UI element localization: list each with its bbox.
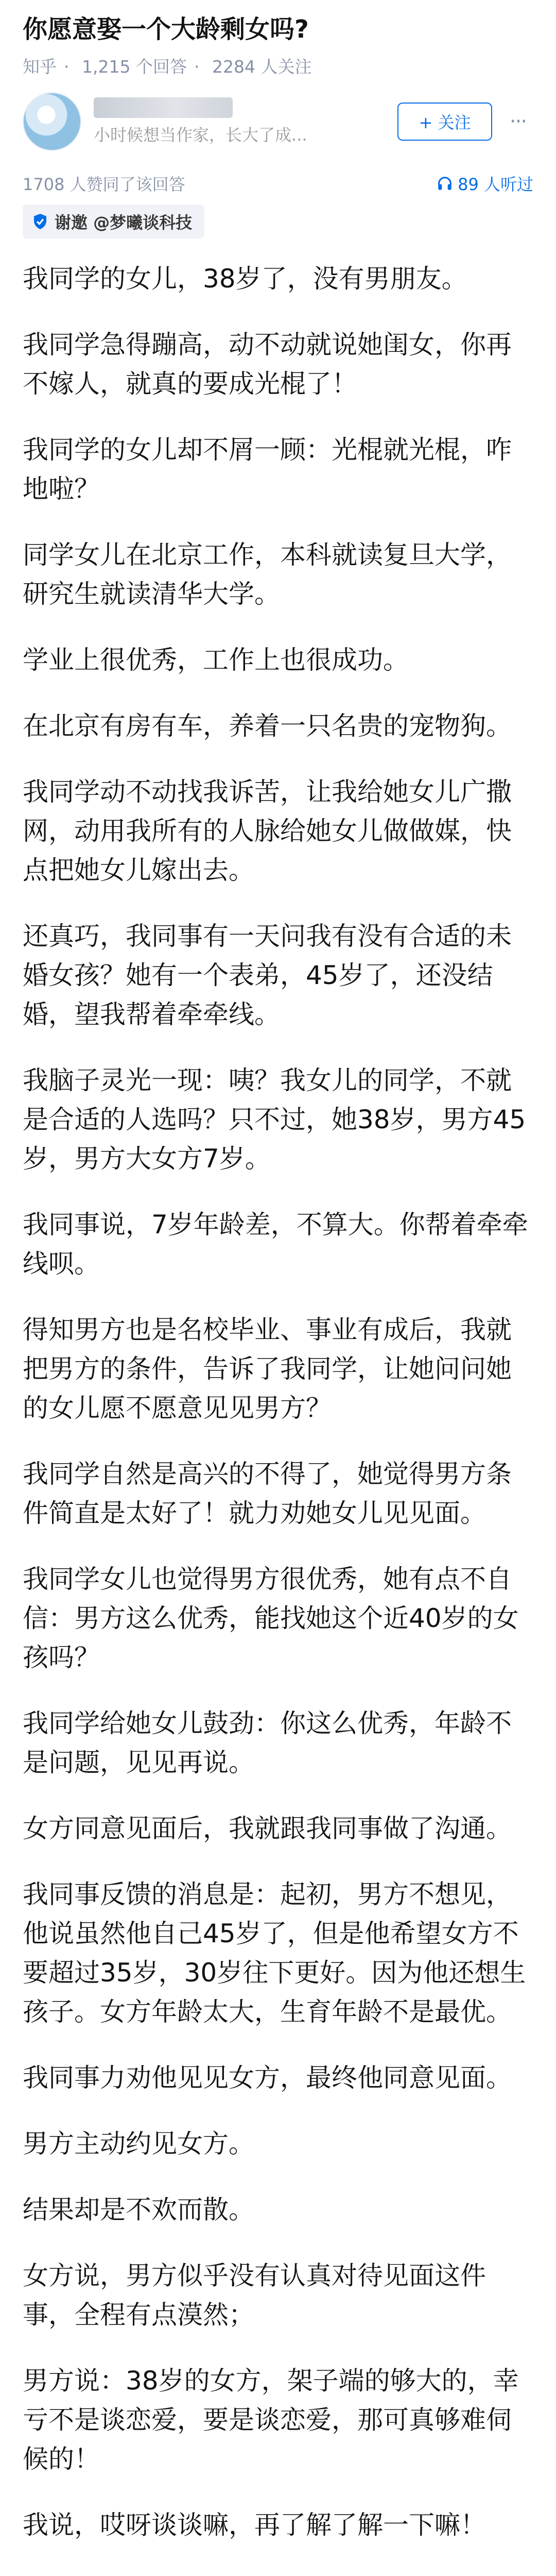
follower-count: 2284 人关注: [212, 57, 312, 77]
follow-button[interactable]: + 关注: [397, 103, 492, 141]
listener-count: 89 人听过: [458, 175, 533, 194]
answer-paragraph: 还真巧，我同事有一天问我有没有合适的未婚女孩？她有一个表弟，45岁了，还没结婚，望我帮着牵牵线。: [23, 921, 512, 1029]
answer-paragraph: 男方主动约见女方。: [23, 2129, 254, 2159]
answer-paragraph: 男方说：38岁的女方，架子端的够大的，幸亏不是谈恋爱，要是谈恋爱，那可真够难伺候的！: [23, 2366, 519, 2474]
question-title[interactable]: 你愿意娶一个大龄剩女吗?: [23, 15, 309, 44]
answer-paragraph: 女方同意见面后，我就跟我同事做了沟通。: [23, 1814, 512, 1843]
source-label: 知乎: [23, 57, 57, 77]
author-row: [0, 78, 556, 165]
answer-paragraph: 我同事说，7岁年龄差，不算大。你帮着牵牵线呗。: [23, 1210, 528, 1279]
author-name-blurred[interactable]: [94, 97, 233, 118]
invite-tag-wrap: [0, 201, 556, 239]
answer-content: [0, 239, 556, 2576]
answer-paragraph: 我同学动不动找我诉苦，让我给她女儿广撒网，动用我所有的人脉给她女儿做做媒，快点把她女儿嫁出去。: [23, 777, 512, 885]
listen-button[interactable]: [436, 172, 533, 195]
answer-paragraph: [23, 2571, 533, 2576]
answer-paragraph: 我同学女儿也觉得男方很优秀，她有点不自信：男方这么优秀，能找她这个近40岁的女孩吗？: [23, 1564, 519, 1672]
shield-icon: [31, 212, 49, 231]
answer-paragraph: 我同事力劝他见见女方，最终他同意见面。: [23, 2063, 512, 2093]
question-header: [0, 0, 556, 78]
answer-count[interactable]: 1,215 个回答: [82, 57, 187, 77]
approval-count: 1708 人赞同了该回答: [23, 175, 185, 194]
avatar[interactable]: [23, 92, 81, 151]
answer-paragraph: 同学女儿在北京工作，本科就读复旦大学，研究生就读清华大学。: [23, 540, 512, 609]
author-bio: 小时候想当作家，长大了成...: [94, 125, 307, 145]
answer-paragraph: 结果却是不欢而散。: [23, 2195, 254, 2225]
answer-paragraph: 我同学的女儿却不屑一顾：光棍就光棍，咋地啦？: [23, 435, 512, 504]
answer-paragraph: 我同学给她女儿鼓劲：你这么优秀，年龄不是问题，见见再说。: [23, 1708, 512, 1777]
answer-paragraph: 得知男方也是名校毕业、事业有成后，我就把男方的条件，告诉了我同学，让她问问她的女儿愿不愿意见见男方？: [23, 1315, 512, 1423]
answer-paragraph: 我同学自然是高兴的不得了，她觉得男方条件简直是太好了！就力劝她女儿见见面。: [23, 1459, 512, 1528]
author-info: [94, 97, 387, 146]
meta-dot: ·: [194, 57, 200, 77]
answer-paragraph: 我同学的女儿，38岁了，没有男朋友。: [23, 264, 467, 294]
headphones-icon: [436, 175, 454, 192]
more-options-icon[interactable]: ···: [509, 110, 527, 133]
answer-paragraph: 我同事反馈的消息是：起初，男方不想见，他说虽然他自己45岁了，但是他希望女方不要超过35岁，30岁往下更好。因为他还想生孩子。女方年龄太大，生育年龄不是最优。: [23, 1879, 526, 2027]
answer-paragraph: 学业上很优秀，工作上也很成功。: [23, 645, 409, 675]
invite-tag[interactable]: [23, 205, 204, 239]
answer-paragraph: 我脑子灵光一现：咦？我女儿的同学，不就是合适的人选吗？只不过，她38岁，男方45岁，男方大女方7岁。: [23, 1065, 526, 1174]
answer-paragraph: 在北京有房有车，养着一只名贵的宠物狗。: [23, 711, 512, 741]
invite-tag-label: 谢邀 @梦曦谈科技: [55, 213, 193, 232]
answer-paragraph: 女方说，男方似乎没有认真对待见面这件事，全程有点漠然；: [23, 2261, 486, 2330]
answer-paragraph: 我说，哎呀谈谈嘛，再了解了解一下嘛！: [23, 2510, 486, 2540]
meta-dot: ·: [64, 57, 70, 77]
answer-stats: [0, 165, 556, 201]
question-meta: [23, 54, 533, 78]
answer-paragraph: 我同学急得蹦高，动不动就说她闺女，你再不嫁人，就真的要成光棍了！: [23, 330, 512, 399]
